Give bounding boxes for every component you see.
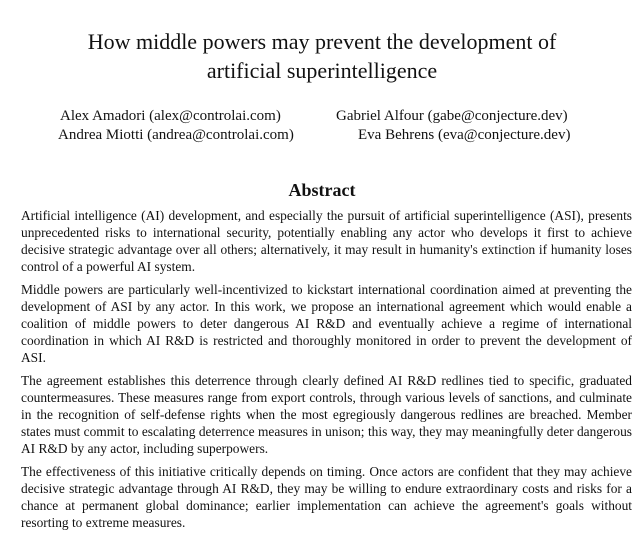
abstract-paragraph-4: The effectiveness of this initiative critically depends on timing. Once actors are confident that they may achieve decisive strategic advantage through AI R&D, they may be willing to endure extraordinary costs and risks for a chance at permanent global dominance; earlier implementation can achieve the agreement's goals without resorting to extreme measures. [21, 464, 632, 530]
author-miotti: Andrea Miotti (andrea@controlai.com) [58, 127, 294, 143]
abstract-paragraph-1: Artificial intelligence (AI) development, and especially the pursuit of artificial superintelligence (ASI), presents unprecedented risks to international security, potentially enabling any actor who develops it first to achieve decisive strategic advantage over all others; alternatively, it may result in humanity's extinction if humanity loses control of a powerful AI system. [21, 208, 632, 274]
author-amadori: Alex Amadori (alex@controlai.com) [60, 108, 281, 124]
paper-title [0, 27, 644, 85]
author-behrens: Eva Behrens (eva@conjecture.dev) [358, 127, 571, 143]
abstract-paragraph-2: Middle powers are particularly well-incentivized to kickstart international coordination aimed at preventing the development of ASI by any actor. In this work, we propose an international agreement which would enable a coalition of middle powers to deter dangerous AI R&D and eventually achieve a regime of international coordination in which AI R&D is restricted and thoroughly monitored in order to prevent the development of ASI. [21, 282, 632, 365]
author-row-2 [0, 126, 644, 145]
abstract-heading: Abstract [288, 180, 356, 200]
abstract-paragraph-3: The agreement establishes this deterrence through clearly defined AI R&D redlines tied to specific, graduated countermeasures. These measures range from export controls, through various levels of sanctions, and culminate in the recognition of self-defense rights when the most egregiously dangerous redlines are breached. Member states must commit to escalating deterrence measures in unison; this way, they may meaningfully deter dangerous AI R&D by any actor, including superpowers. [21, 373, 632, 456]
paper-title-line-2: artificial superintelligence [206, 58, 438, 83]
author-block [0, 107, 644, 145]
author-alfour: Gabriel Alfour (gabe@conjecture.dev) [336, 108, 568, 124]
paper-title-line-1: How middle powers may prevent the development of [87, 29, 557, 54]
author-row-1 [0, 107, 644, 126]
abstract-body [21, 207, 632, 537]
